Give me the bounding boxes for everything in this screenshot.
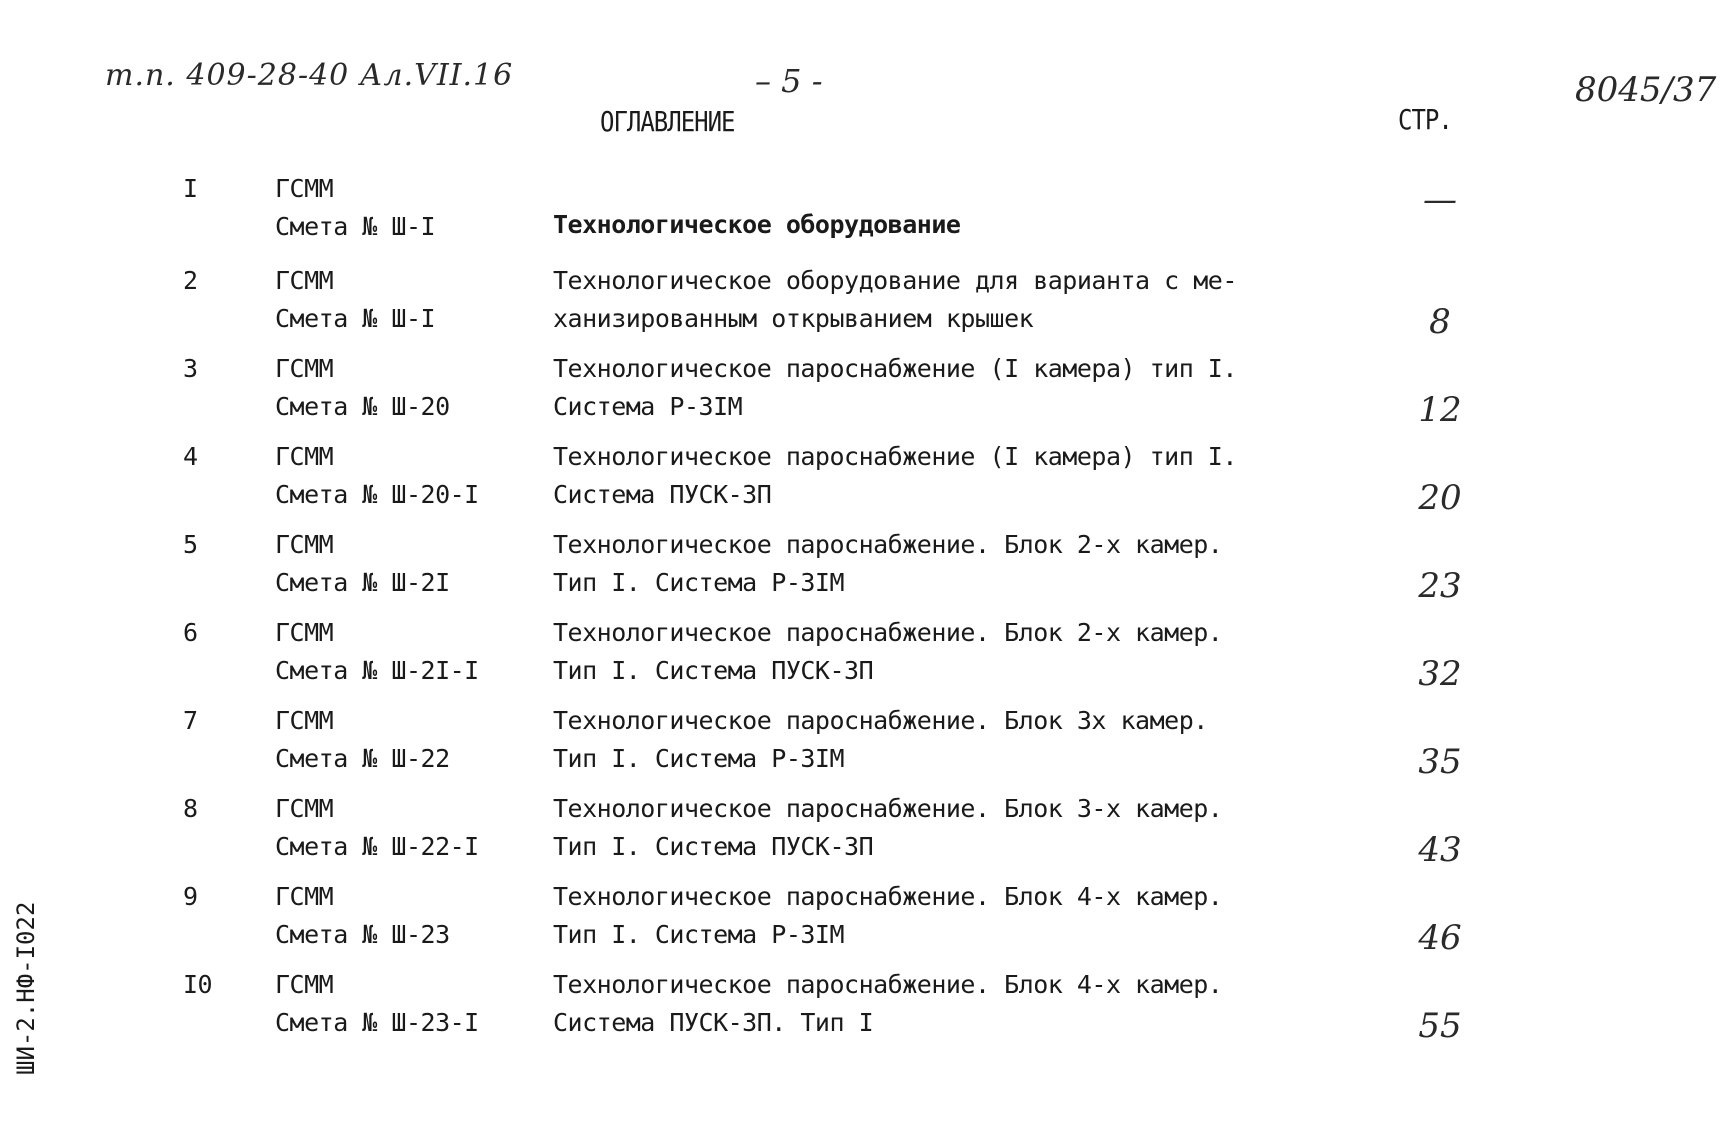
entry-page: 20 <box>1418 478 1462 518</box>
table-of-contents <box>0 170 1724 1054</box>
archive-number: 8045/37 <box>1575 70 1717 110</box>
entry-description-line2: Тип I. Система ПУСК-3П <box>553 832 874 861</box>
entry-estimate: Смета № Ш-I <box>275 304 436 333</box>
entry-organization: ГСММ <box>275 970 334 999</box>
entry-description-line1: Технологическое пароснабжение. Блок 3-х камер. <box>553 794 1223 823</box>
entry-number: I <box>183 174 198 203</box>
entry-number: 9 <box>183 882 198 911</box>
entry-estimate: Смета № Ш-23 <box>275 920 450 949</box>
entry-description-line2: Тип I. Система ПУСК-3П <box>553 656 874 685</box>
toc-entry-8 <box>0 790 1724 878</box>
toc-entry-5 <box>0 526 1724 614</box>
entry-organization: ГСММ <box>275 530 334 559</box>
toc-entry-9 <box>0 878 1724 966</box>
entry-estimate: Смета № Ш-20 <box>275 392 450 421</box>
entry-description-line2: Тип I. Система Р-3IM <box>553 568 845 597</box>
entry-organization: ГСММ <box>275 618 334 647</box>
entry-description-line2: Тип I. Система Р-3IM <box>553 920 845 949</box>
entry-organization: ГСММ <box>275 442 334 471</box>
entry-description-line1: Технологическое пароснабжение. Блок 3х камер. <box>553 706 1208 735</box>
toc-entry-1 <box>0 170 1724 262</box>
entry-description-line1: Технологическое пароснабжение. Блок 2-х камер. <box>553 530 1223 559</box>
entry-description-line1: Технологическое оборудование для варианта с ме- <box>553 266 1237 295</box>
toc-entry-10 <box>0 966 1724 1054</box>
entry-description-line1: Технологическое пароснабжение. Блок 4-х камер. <box>553 970 1223 999</box>
entry-number: 8 <box>183 794 198 823</box>
entry-organization: ГСММ <box>275 266 334 295</box>
toc-entry-7 <box>0 702 1724 790</box>
entry-number: I0 <box>183 970 213 999</box>
entry-page: — <box>1423 180 1457 220</box>
entry-number: 3 <box>183 354 198 383</box>
entry-number: 4 <box>183 442 198 471</box>
entry-page: 23 <box>1418 566 1462 606</box>
entry-estimate: Смета № Ш-20-I <box>275 480 479 509</box>
entry-description-line1: Технологическое пароснабжение. Блок 2-х камер. <box>553 618 1223 647</box>
entry-description-line2: ханизированным открыванием крышек <box>553 304 1034 333</box>
entry-estimate: Смета № Ш-22 <box>275 744 450 773</box>
entry-estimate: Смета № Ш-23-I <box>275 1008 479 1037</box>
entry-description-line2: Система ПУСК-3П. Тип I <box>553 1008 874 1037</box>
entry-number: 2 <box>183 266 198 295</box>
page-column-header: СТР. <box>1398 103 1452 137</box>
entry-organization: ГСММ <box>275 354 334 383</box>
entry-organization: ГСММ <box>275 174 334 203</box>
page-title: ОГЛАВЛЕНИЕ <box>600 105 735 139</box>
entry-estimate: Смета № Ш-22-I <box>275 832 479 861</box>
page-number: – 5 - <box>755 62 823 100</box>
entry-page: 43 <box>1418 830 1462 870</box>
handwritten-project-code: т.п. 409-28-40 Ал.VII.16 <box>105 58 514 93</box>
toc-entry-3 <box>0 350 1724 438</box>
entry-description-line2: Система ПУСК-3П <box>553 480 772 509</box>
entry-page: 46 <box>1418 918 1462 958</box>
side-document-code: ШИ-2.НФ-I022 <box>12 901 40 1075</box>
entry-estimate: Смета № Ш-2I-I <box>275 656 479 685</box>
entry-description-line2: Тип I. Система Р-3IM <box>553 744 845 773</box>
entry-description-line1: Технологическое пароснабжение (I камера) тип I. <box>553 354 1237 383</box>
entry-number: 5 <box>183 530 198 559</box>
entry-page: 8 <box>1429 302 1451 342</box>
entry-page: 35 <box>1418 742 1462 782</box>
entry-page: 32 <box>1418 654 1462 694</box>
entry-description-line1: Технологическое пароснабжение (I камера) тип I. <box>553 442 1237 471</box>
entry-estimate: Смета № Ш-2I <box>275 568 450 597</box>
entry-estimate: Смета № Ш-I <box>275 212 436 241</box>
entry-number: 6 <box>183 618 198 647</box>
toc-entry-6 <box>0 614 1724 702</box>
entry-description-line1: Технологическое пароснабжение. Блок 4-х камер. <box>553 882 1223 911</box>
entry-page: 12 <box>1418 390 1462 430</box>
toc-entry-4 <box>0 438 1724 526</box>
entry-organization: ГСММ <box>275 794 334 823</box>
entry-page: 55 <box>1418 1006 1462 1046</box>
toc-entry-2 <box>0 262 1724 350</box>
entry-organization: ГСММ <box>275 706 334 735</box>
entry-description-line1: Технологическое оборудование <box>553 210 961 239</box>
entry-number: 7 <box>183 706 198 735</box>
entry-organization: ГСММ <box>275 882 334 911</box>
entry-description-line2: Система Р-3IM <box>553 392 743 421</box>
